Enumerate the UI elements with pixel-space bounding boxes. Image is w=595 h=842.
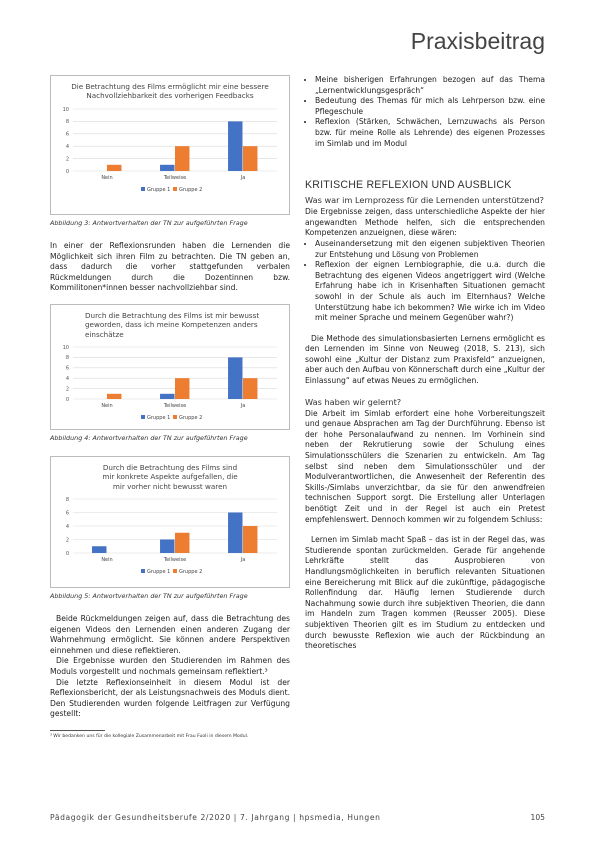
figure-caption: Abbildung 4: Antwortverhalten der TN zur aufgeführten Frage [50,433,248,442]
y-tick-label: 10 [62,344,69,351]
legend-swatch [173,569,177,573]
bar [243,526,257,553]
y-tick-label: 2 [65,156,69,163]
list-item: • Reflexion (Stärken, Schwächen, Lernzuwachs als Person bzw. für meine Rolle als Lehrende) des eigenen Prozesses im Simlab und im Modul [315,117,545,149]
bar-chart-5 [51,491,291,579]
legend-label: Gruppe 1 [147,186,171,193]
right-column [305,75,545,652]
y-tick-label: 0 [65,550,69,557]
paragraph: Die letzte Reflexionseinheit in diesem Modul ist der Reflexionsbericht, der als Leistungsnachweis des Moduls dient. Den Studierenden wurden folgende Leitfragen zur Verfügung gestellt: [50,677,290,719]
y-tick-label: 6 [65,365,69,372]
section-heading: KRITISCHE REFLEXION UND AUSBLICK [305,179,512,192]
legend-label: Gruppe 2 [179,569,203,576]
bar [228,358,242,400]
journal-info: Pädagogik der Gesundheitsberufe 2/2020 | 7. Jahrgang | hpsmedia, Hungen [50,813,381,822]
figure-caption: Abbildung 3: Antwortverhalten der TN zur aufgeführten Frage [50,219,248,227]
x-tick-label: Ja [240,557,246,564]
list-item: • Bedeutung des Themas für mich als Lehrperson bzw. eine Pflegeschule [315,96,545,117]
paragraph: Die Arbeit im Simlab erfordert eine hohe Vorbereitungszeit und genaue Absprachen am Tag der Durchführung. Ebenso ist der hohe Personalaufwand zu nennen. Im Vorhinein sind neben der Rekrutierung sowie der Schulung eines Simulationsschülers die Szenarien zu entwickeln. Am Tag selbst sind neben dem Simulationsschüler und der Modulverantwortlichen, die Anwesenheit der Referentin des Skills-/Simlabs unverzichtbar, da sie für den anwendfreien technischen Support sorgt. Die Erstellung aller Unterlagen benötigt Zeit und in der Regel ist auch ein Pretest empfehlenswert. Dennoch kommen wir zu folgendem Schluss: [305,408,545,524]
bar [160,394,174,399]
chart-4 [50,304,290,430]
chart-title: Durch die Betrachtung des Films sind mir konkrete Aspekte aufgefallen, die mir vorher nicht bewusst waren [102,462,238,491]
footnote: ³ Wir bedanken uns für die kollegiale Zusammenarbeit mit Frau Fuoli in diesem Modul. [50,733,249,739]
x-tick-label: Nein [101,174,113,181]
x-tick-label: Ja [240,403,246,410]
figure-caption: Abbildung 5: Antwortverhalten der TN zur aufgeführten Frage [50,591,248,600]
y-tick-label: 10 [62,106,69,113]
aspects-list [305,239,545,324]
paragraph: Beide Rückmeldungen zeigen auf, dass die Betrachtung des eigenen Videos den Lernenden einen anderen Zugang der Wahrnehmung ermöglicht. Sie können andere Perspektiven einnehmen und diese reflektieren. [50,613,290,655]
x-tick-label: Nein [101,557,113,564]
subheading: Was haben wir gelernt? [305,396,402,407]
bar [160,540,174,554]
paragraph: In einer der Reflexionsrunden haben die Lernenden die Möglichkeit sich ihren Film zu betrachten. Die TN geben an, dass dadurch die vorher stattgefunden verbalen Rückmeldungen durch die Dozentinnen bzw. Kommilitonen*innen besser nachvollziehbar sind. [50,241,290,293]
bar [175,146,189,171]
bar-chart-4 [51,339,291,425]
list-item: • Auseinandersetzung mit den eigenen subjektiven Theorien zur Entstehung und Lösung von Problemen [315,239,545,260]
legend-swatch [141,415,145,419]
y-tick-label: 2 [65,386,69,393]
paragraph: Die Ergebnisse zeigen, dass unterschiedliche Aspekte der hier angewandten Methode helfen, sich die entsprechenden Kompetenzen anzueignen, diese wären: [305,207,545,238]
x-tick-label: Ja [240,174,246,181]
x-tick-label: Teilweise [163,557,187,564]
subheading: Was war im Lernprozess für die Lernenden unterstützend? [305,195,544,206]
guide-questions-list [305,75,545,149]
bar [107,394,121,399]
bar [175,378,189,399]
legend-swatch [173,187,177,191]
legend-label: Gruppe 2 [179,415,203,422]
x-tick-label: Nein [101,403,113,410]
page-number: 105 [530,813,545,822]
y-tick-label: 8 [65,119,69,126]
x-tick-label: Teilweise [163,174,187,181]
y-tick-label: 4 [65,523,69,530]
bar [228,121,242,171]
page-title: Praxisbeitrag [410,28,545,54]
chart-title: Durch die Betrachtung des Films ist mir bewusst geworden, dass ich meine Kompetenzen anders einschätze [85,310,260,339]
x-tick-label: Teilweise [163,403,187,410]
chart-title: Die Betrachtung des Films ermöglicht mir eine bessere Nachvollziehbarkeit des vorherigen Feedbacks [71,82,269,101]
legend-swatch [141,187,145,191]
paragraph: Lernen im Simlab macht Spaß – das ist in der Regel das, was Studierende spontan zurückmelden. Gerade für angehende Lehrkräfte stellt das Ausprobieren von Handlungsmöglichkeiten in beruflich relevanten Situationen eine Bereicherung mit Blick auf die zukünftige, pädagogische Rollenfindung dar. Häufig lernen Studierende durch Nachahmung sowie durch ihre subjektiven Theorien, die dann im Handeln zum Tragen kommen (Reusser 2005). Diese subjektiven Theorien gilt es im Studium zu entdecken und durch bewusste Reflexion wie auch der Rückbindung an theoretisches [305,535,545,651]
legend-label: Gruppe 1 [147,569,171,576]
y-tick-label: 4 [65,143,69,150]
footnote-rule [50,730,105,731]
y-tick-label: 8 [65,355,69,362]
page-footer [50,813,545,822]
bar [228,513,242,554]
chart-3 [50,75,290,215]
list-item: • Reflexion der eignen Lernbiographie, die u.a. durch die Betrachtung des eigenen Videos angetriggert wird (Welche Erfahrung habe ich in Krisenhaften Situationen gemacht sowohl in der Schule als auch im Elternhaus? Welche Unterstützung habe ich bekommen? Wie wirke ich im Video mit meiner Sprache und meinem Gegenüber wahr?) [315,260,545,324]
y-tick-label: 2 [65,537,69,544]
y-tick-label: 6 [65,510,69,517]
legend-label: Gruppe 1 [147,415,171,422]
legend-swatch [173,415,177,419]
bar [160,165,174,171]
bar [243,146,257,171]
y-tick-label: 0 [65,396,69,403]
bar [107,165,121,171]
y-tick-label: 4 [65,376,69,383]
left-column [50,75,290,740]
bar-chart-3 [51,101,291,197]
y-tick-label: 0 [65,168,69,175]
bar [92,546,106,553]
y-tick-label: 8 [65,496,69,503]
legend-swatch [141,569,145,573]
bar [175,533,189,553]
list-item: • Meine bisherigen Erfahrungen bezogen auf das Thema „Lernentwicklungsgespräch“ [315,75,545,96]
y-tick-label: 6 [65,131,69,138]
bar [243,378,257,399]
paragraph: Die Methode des simulationsbasierten Lernens ermöglicht es den Lernenden im Sinne von Neuweg (2018, S. 213), sich sowohl eine „Kultur der Distanz zum Praxisfeld“ anzueignen, aber auch den Aufbau von Könnerschaft durch eine „Kultur der Einlassung“ auf etwas Neues zu ermöglichen. [305,333,545,386]
paragraph: Die Ergebnisse wurden den Studierenden im Rahmen des Moduls vorgestellt und nochmals gemeinsam reflektiert.³ [50,656,290,676]
legend-label: Gruppe 2 [179,186,203,193]
chart-5 [50,456,290,588]
